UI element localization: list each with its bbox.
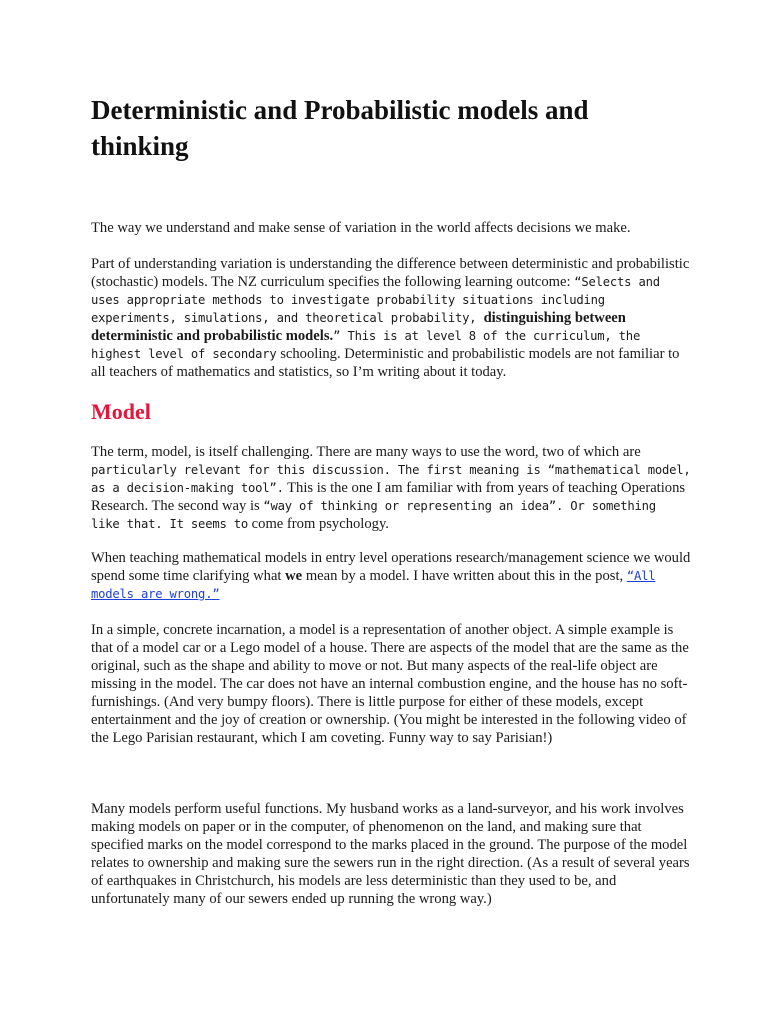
teaching-paragraph [91, 549, 691, 603]
model-term-text-d: “way of thinking or representing an idea”. Or something like that. It seems to [91, 499, 656, 531]
lego-model-paragraph: In a simple, concrete incarnation, a model is a representation of another object. A simple example is that of a model car or a Lego model of a house. There are aspects of the model that are the same as the original, such as the shape and ability to move or not. But many aspects of the real-life object are missing in the model. The car does not have an internal combustion engine, and the house has no soft-furnishings. (And very bumpy floors). There is little purpose for either of these models, except entertainment and the joy of creation or ownership. (You might be interested in the following video of the Lego Parisian restaurant, which I am coveting. Funny way to say Parisian!) [91, 622, 689, 746]
model-term-text-b: particularly relevant for this discussion. The first meaning is “mathematical model, as a decision-making tool”. [91, 463, 691, 495]
curriculum-text-level: ” This is at level 8 of the curriculum, the highest level of secondary [91, 329, 641, 361]
teaching-bold-we: we [285, 568, 303, 584]
model-term-text-c: This is the one I am familiar with from years of teaching Operations Research. The second way is [91, 480, 686, 514]
model-term-paragraph [91, 443, 691, 533]
curriculum-paragraph [91, 255, 691, 381]
model-term-text-e: come from psychology. [248, 516, 389, 532]
curriculum-bold-outcome: distinguishing between deterministic and probabilistic models. [91, 310, 626, 344]
page-title: Deterministic and Probabilistic models and thinking [91, 95, 589, 161]
surveyor-paragraph: Many models perform useful functions. My husband works as a land-surveyor, and his work involves making models on paper or in the computer, of phenomenon on the land, and making sure that specified marks on the model correspond to the marks placed in the ground. The purpose of the model relates to ownership and making sure the sewers run in the right direction. (As a result of several years of earthquakes in Christchurch, his models are less deterministic than they used to be, and unfortunately many of our sewers ended up running the wrong way.) [91, 801, 690, 907]
curriculum-text-end: schooling. Deterministic and probabilistic models are not familiar to all teachers of mathematics and statistics, so I’m writing about it today. [91, 346, 680, 380]
model-term-text-a: The term, model, is itself challenging. There are many ways to use the word, two of which are [91, 444, 641, 460]
intro-paragraph: The way we understand and make sense of variation in the world affects decisions we make. [91, 220, 631, 236]
teaching-text-c: mean by a model. I have written about this in the post, [302, 568, 627, 584]
curriculum-quote: “Selects and uses appropriate methods to investigate probability situations including experiments, simulations, and theoretical probability, [91, 275, 660, 325]
all-models-are-wrong-link[interactable]: “All models are wrong.” [91, 569, 656, 601]
curriculum-text-a: Part of understanding variation is understanding the difference between deterministic and probabilistic (stochastic) models. The NZ curriculum specifies the following learning outcome: [91, 256, 690, 290]
section-heading-model: Model [91, 399, 151, 424]
teaching-text-a: When teaching mathematical models in entry level operations research/management science we would spend some time clarifying what [91, 550, 691, 584]
